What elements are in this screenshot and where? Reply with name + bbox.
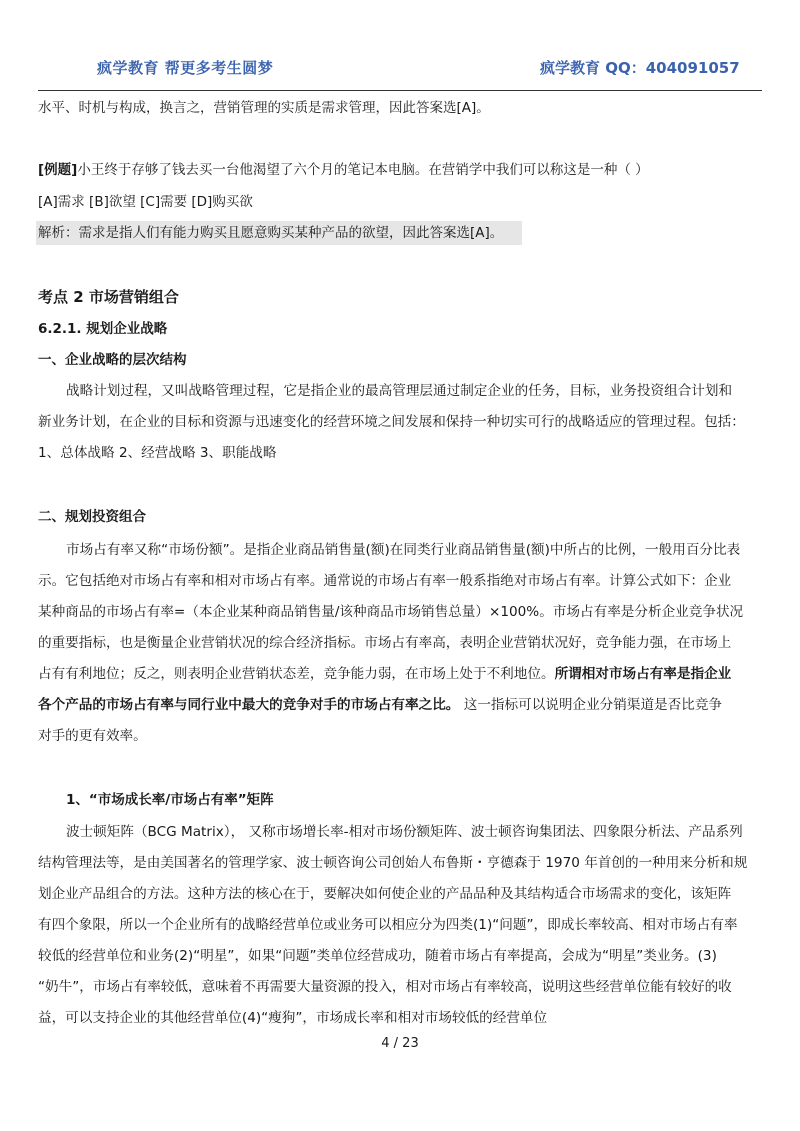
- continuation-text: 水平、时机与构成，换言之，营销管理的实质是需求管理，因此答案选[A]。: [38, 100, 490, 116]
- part1-line-2: 新业务计划，在企业的目标和资源与迅速变化的经营环境之间发展和保持一种切实可行的战略适应的管理过程。包括：: [38, 414, 745, 430]
- part2-heading: 二、规划投资组合: [38, 509, 146, 525]
- part2-line-2: 示。它包括绝对市场占有率和相对市场占有率。通常说的市场占有率一般系指绝对市场占有率。计算公式如下：企业: [38, 573, 732, 589]
- part3-line-2: 结构管理法等，是由美国著名的管理学家、波士顿咨询公司创始人布鲁斯・亨德森于 1970 年首创的一种用来分析和规: [38, 855, 748, 871]
- example-options: [A]需求 [B]欲望 [C]需要 [D]购买欲: [38, 194, 253, 210]
- part2-line-1: 市场占有率又称“市场份额”。是指企业商品销售量(额)在同类行业商品销售量(额)中所占的比例，一般用百分比表: [66, 542, 741, 558]
- page-number: 4 / 23: [381, 1036, 419, 1051]
- part3-line-1: 波士顿矩阵（BCG Matrix）， 又称市场增长率-相对市场份额矩阵、波士顿咨询集团法、四象限分析法、产品系列: [66, 824, 743, 840]
- part3-heading: 1、“市场成长率/市场占有率”矩阵: [66, 792, 274, 808]
- example-tag: [例题]: [38, 162, 78, 178]
- example-question: [38, 160, 649, 180]
- section-subtitle: 6.2.1. 规划企业战略: [38, 321, 168, 337]
- example-question-text: 小王终于存够了钱去买一台他渴望了六个月的笔记本电脑。在营销学中我们可以称这是一种（ ）: [77, 162, 649, 178]
- example-analysis: 解析：需求是指人们有能力购买且愿意购买某种产品的欲望，因此答案选[A]。: [38, 225, 504, 241]
- part1-line-1: 战略计划过程，又叫战略管理过程，它是指企业的最高管理层通过制定企业的任务，目标，业务投资组合计划和: [66, 383, 733, 399]
- part3-line-4: 有四个象限，所以一个企业所有的战略经营单位或业务可以相应分为四类(1)“问题”，即成长率较高、相对市场占有率: [38, 917, 738, 933]
- part3-line-6: “奶牛”，市场占有率较低，意味着不再需要大量资源的投入，相对市场占有率较高，说明这些经营单位能有较好的收: [38, 979, 732, 995]
- part3-line-7: 益，可以支持企业的其他经营单位(4)“瘦狗”，市场成长率和相对市场较低的经营单位: [38, 1010, 548, 1026]
- part3-line-3: 划企业产品组合的方法。这种方法的核心在于，要解决如何使企业的产品品种及其结构适合市场需求的变化，该矩阵: [38, 886, 732, 902]
- bold-definition-start: 所谓相对市场占有率是指企业: [554, 666, 732, 682]
- part2-line-6-tail: 这一指标可以说明企业分销渠道是否比竞争: [459, 697, 723, 713]
- header-contact: 疯学教育 QQ：404091057: [540, 59, 740, 77]
- part2-line-4: 的重要指标，也是衡量企业营销状况的综合经济指标。市场占有率高，表明企业营销状况好，竞争能力强，在市场上: [38, 635, 732, 651]
- part2-line-6: [38, 695, 722, 715]
- part2-line-7: 对手的更有效率。: [38, 728, 147, 744]
- header-slogan: 疯学教育 帮更多考生圆梦: [97, 59, 274, 77]
- part1-heading: 一、企业战略的层次结构: [38, 352, 187, 368]
- part3-line-5: 较低的经营单位和业务(2)“明星”，如果“问题”类单位经营成功，随着市场占有率提高，会成为“明星”类业务。(3): [38, 948, 717, 964]
- section-title: 考点 2 市场营销组合: [38, 288, 179, 306]
- bold-definition-end: 各个产品的市场占有率与同行业中最大的竞争对手的市场占有率之比。: [38, 697, 460, 713]
- part1-line-3: 1、总体战略 2、经营战略 3、职能战略: [38, 445, 277, 461]
- part2-line-3: 某种商品的市场占有率=（本企业某种商品销售量/该种商品市场销售总量）×100%。市场占有率是分析企业竞争状况: [38, 604, 744, 620]
- header-divider: [38, 90, 762, 91]
- part2-line-5: [38, 664, 731, 684]
- part2-line-5-text: 占有有利地位；反之，则表明企业营销状态差，竞争能力弱，在市场上处于不利地位。: [38, 666, 555, 682]
